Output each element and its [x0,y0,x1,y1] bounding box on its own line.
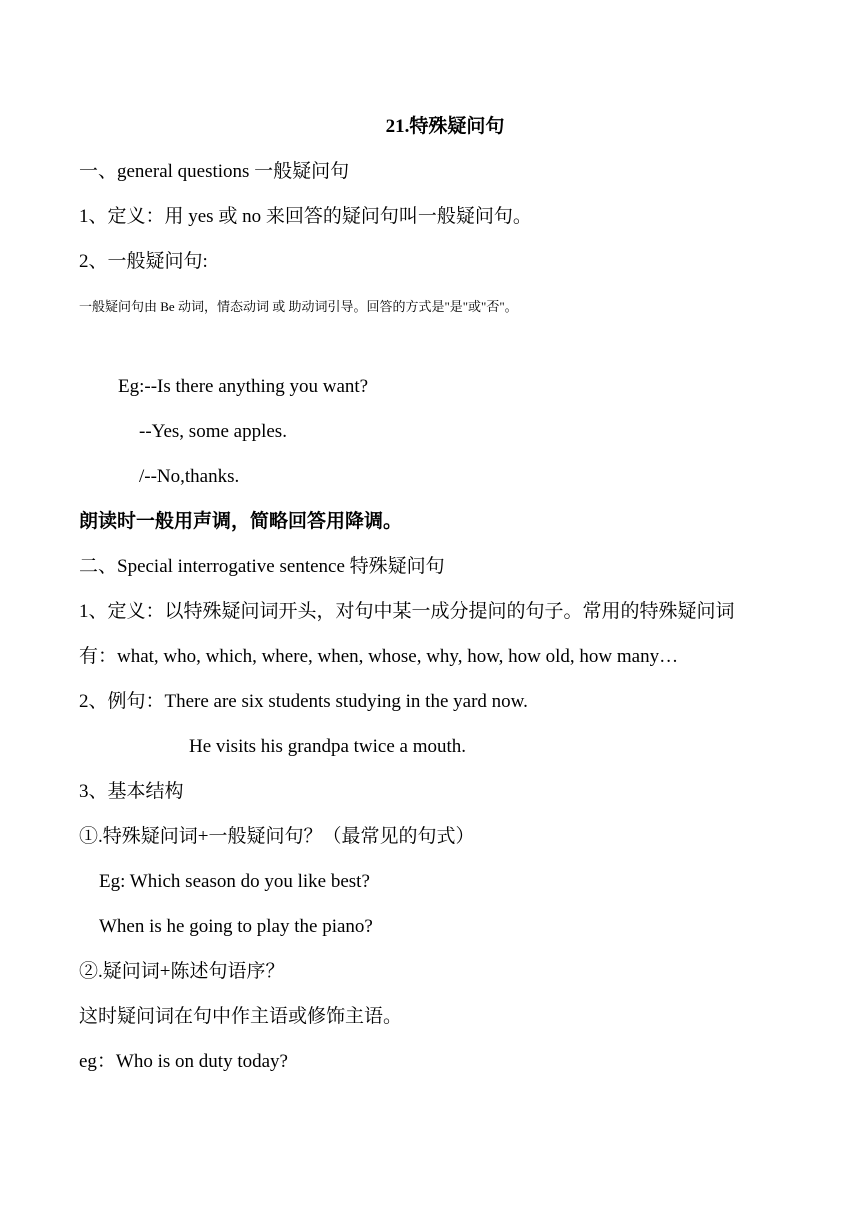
structure-1: ①.特殊疑问词+一般疑问句？（最常见的句式） [79,826,475,847]
heading-general-questions: 一、general questions 一般疑问句 [79,161,350,182]
structure-1-example-1: Eg: Which season do you like best? [99,871,370,892]
general-question-note: 一般疑问句由 Be 动词，情态动词 或 助动词引导。回答的方式是"是"或"否"。 [79,299,518,314]
example-question: Eg:--Is there anything you want? [118,376,369,397]
heading-special-questions: 二、Special interrogative sentence 特殊疑问句 [79,556,445,577]
structure-1-example-2: When is he going to play the piano? [99,916,373,937]
example-answer-no: /--No,thanks. [139,466,240,487]
example-answer-yes: --Yes, some apples. [139,421,287,442]
definition-general-question: 1、定义：用 yes 或 no 来回答的疑问句叫一般疑问句。 [79,206,532,227]
example-sentence-2: He visits his grandpa twice a mouth. [189,736,467,757]
structure-2: ②.疑问词+陈述句语序？ [79,961,285,982]
definition-special-question: 1、定义：以特殊疑问词开头，对句中某一成分提问的句子。常用的特殊疑问词 [79,601,735,622]
structure-2-example: eg：Who is on duty today? [79,1051,288,1072]
document-title: 21.特殊疑问句 [385,116,505,137]
structure-2-note: 这时疑问词在句中作主语或修饰主语。 [79,1006,403,1027]
example-sentence-1: 2、例句：There are six students studying in the yard now. [79,691,528,712]
intonation-note: 朗读时一般用声调，简略回答用降调。 [79,511,403,532]
special-question-words: 有：what, who, which, where, when, whose, why, how, how old, how many… [79,646,679,667]
basic-structure-heading: 3、基本结构 [79,781,184,802]
subheading-general-question: 2、一般疑问句: [79,251,208,272]
